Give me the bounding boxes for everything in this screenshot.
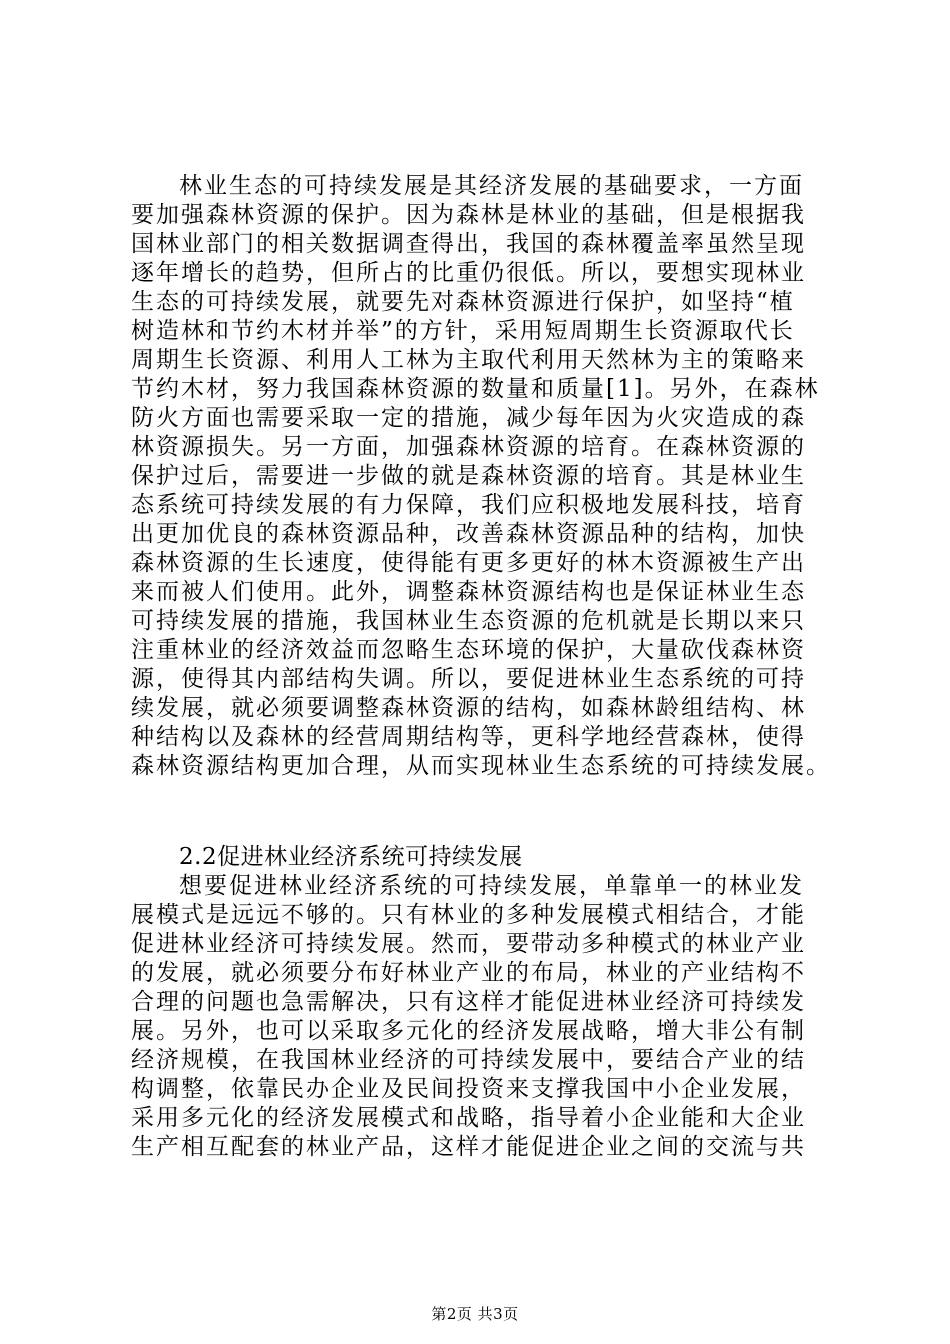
paragraph-line: 态系统可持续发展的有力保障，我们应积极地发展科技，培育 [131, 492, 806, 518]
page-number-footer: 第2页 共3页 [431, 1305, 519, 1323]
paragraph-line: 的发展，就必须要分布好林业产业的布局，林业的产业结构不 [131, 960, 806, 986]
paragraph-line: 续发展，就必须要调整森林资源的结构，如森林龄组结构、林 [131, 695, 806, 721]
paragraph-line: 周期生长资源、利用人工林为主取代利用天然林为主的策略来 [131, 347, 806, 373]
paragraph-line: 注重林业的经济效益而忽略生态环境的保护，大量砍伐森林资 [131, 637, 806, 663]
paragraph-line: 防火方面也需要采取一定的措施，减少每年因为火灾造成的森 [131, 405, 806, 431]
paragraph-line: 林业生态的可持续发展是其经济发展的基础要求，一方面 [179, 173, 804, 199]
paragraph-line: 生态的可持续发展，就要先对森林资源进行保护，如坚持“植 [131, 289, 795, 315]
paragraph-line: 源，使得其内部结构失调。所以，要促进林业生态系统的可持 [131, 666, 806, 692]
paragraph-line: 展。另外，也可以采取多元化的经济发展战略，增大非公有制 [131, 1018, 806, 1044]
paragraph-line: 想要促进林业经济系统的可持续发展，单靠单一的林业发 [179, 873, 804, 899]
paragraph-line: 保护过后，需要进一步做的就是森林资源的培育。其是林业生 [131, 463, 806, 489]
paragraph-line: 生产相互配套的林业产品，这样才能促进企业之间的交流与共 [131, 1134, 806, 1160]
paragraph-line: 树造林和节约木材并举”的方针，采用短周期生长资源取代长 [131, 318, 795, 344]
paragraph-line: 可持续发展的措施，我国林业生态资源的危机就是长期以来只 [131, 608, 806, 634]
paragraph-line: 构调整，依靠民办企业及民间投资来支撑我国中小企业发展， [131, 1076, 806, 1102]
paragraph-line: 森林资源的生长速度，使得能有更多更好的林木资源被生产出 [131, 550, 806, 576]
paragraph-line: 经济规模，在我国林业经济的可持续发展中，要结合产业的结 [131, 1047, 806, 1073]
paragraph-line: 来而被人们使用。此外，调整森林资源结构也是保证林业生态 [131, 579, 806, 605]
paragraph-line: 种结构以及森林的经营周期结构等，更科学地经营森林，使得 [131, 724, 806, 750]
paragraph-line: 逐年增长的趋势，但所占的比重仍很低。所以，要想实现林业 [131, 260, 806, 286]
section-heading: 2.2促进林业经济系统可持续发展 [179, 844, 523, 870]
paragraph-line: 林资源损失。另一方面，加强森林资源的培育。在森林资源的 [131, 434, 806, 460]
paragraph-line: 森林资源结构更加合理，从而实现林业生态系统的可持续发展。 [131, 753, 831, 779]
paragraph-line: 节约木材，努力我国森林资源的数量和质量[1]。另外，在森林 [131, 376, 820, 402]
paragraph-line: 促进林业经济可持续发展。然而，要带动多种模式的林业产业 [131, 931, 806, 957]
paragraph-line: 要加强森林资源的保护。因为森林是林业的基础，但是根据我 [131, 202, 806, 228]
paragraph-line: 出更加优良的森林资源品种，改善森林资源品种的结构，加快 [131, 521, 806, 547]
paragraph-line: 国林业部门的相关数据调查得出，我国的森林覆盖率虽然呈现 [131, 231, 806, 257]
section-forest-economy [131, 843, 861, 1162]
paragraph-line: 合理的问题也急需解决，只有这样才能促进林业经济可持续发 [131, 989, 806, 1015]
paragraph-line: 采用多元化的经济发展模式和战略，指导着小企业能和大企业 [131, 1105, 806, 1131]
paragraph-forest-ecology [131, 172, 861, 781]
paragraph-line: 展模式是远远不够的。只有林业的多种发展模式相结合，才能 [131, 902, 806, 928]
